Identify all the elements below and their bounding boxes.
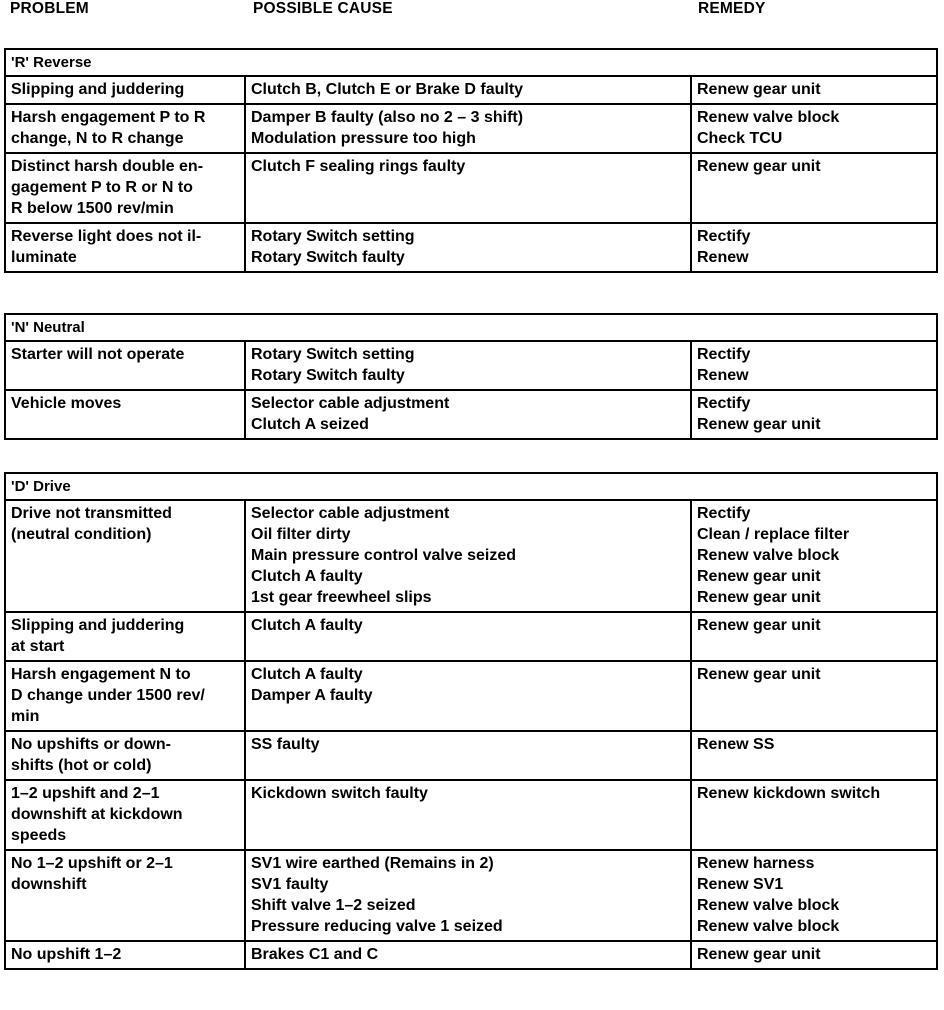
section-neutral-table [4, 313, 938, 440]
remedy-line: Renew gear unit [697, 946, 821, 963]
problem-cell [5, 76, 245, 104]
remedy-line: Clean / replace filter [697, 526, 850, 543]
remedy-cell [691, 500, 937, 612]
problem-cell [5, 104, 245, 153]
remedy-cell [691, 153, 937, 223]
problem-cell [5, 612, 245, 661]
cause-cell [245, 104, 691, 153]
table-row [5, 850, 937, 941]
remedy-line: Renew gear unit [697, 158, 821, 175]
problem-line: luminate [11, 249, 77, 266]
remedy-cell [691, 390, 937, 439]
remedy-line: Renew gear unit [697, 589, 821, 606]
problem-line: R below 1500 rev/min [11, 200, 174, 217]
problem-line: Slipping and juddering [11, 617, 185, 634]
cause-line: Damper A faulty [251, 687, 373, 704]
problem-line: (neutral condition) [11, 526, 152, 543]
cause-line: Clutch B, Clutch E or Brake D faulty [251, 81, 524, 98]
problem-line: No 1–2 upshift or 2–1 [11, 855, 173, 872]
section-title-row [5, 314, 937, 341]
remedy-cell [691, 104, 937, 153]
section-title: 'N' Neutral [5, 314, 937, 341]
section-title: 'R' Reverse [5, 49, 937, 76]
problem-line: 1–2 upshift and 2–1 [11, 785, 160, 802]
remedy-cell [691, 223, 937, 272]
remedy-cell [691, 850, 937, 941]
cause-cell [245, 780, 691, 850]
remedy-cell [691, 780, 937, 850]
cause-line: Rotary Switch setting [251, 346, 415, 363]
cause-line: Main pressure control valve seized [251, 547, 516, 564]
problem-line: Slipping and juddering [11, 81, 185, 98]
section-title-row [5, 473, 937, 500]
cause-cell [245, 661, 691, 731]
remedy-line: Renew valve block [697, 918, 840, 935]
remedy-cell [691, 612, 937, 661]
table-row [5, 341, 937, 390]
remedy-line: Renew valve block [697, 109, 840, 126]
cause-line: Oil filter dirty [251, 526, 351, 543]
problem-line: speeds [11, 827, 67, 844]
section-reverse-table [4, 48, 938, 273]
table-row [5, 612, 937, 661]
cause-cell [245, 390, 691, 439]
table-row [5, 223, 937, 272]
remedy-line: Rectify [697, 346, 751, 363]
remedy-line: Renew gear unit [697, 416, 821, 433]
problem-line: No upshift 1–2 [11, 946, 122, 963]
problem-line: No upshifts or down- [11, 736, 171, 753]
problem-cell [5, 941, 245, 969]
cause-line: Rotary Switch setting [251, 228, 415, 245]
problem-line: D change under 1500 rev/ [11, 687, 205, 704]
cause-line: Rotary Switch faulty [251, 249, 405, 266]
remedy-line: Renew SV1 [697, 876, 784, 893]
problem-line: Starter will not operate [11, 346, 185, 363]
problem-cell [5, 500, 245, 612]
cause-line: 1st gear freewheel slips [251, 589, 432, 606]
cause-cell [245, 850, 691, 941]
cause-line: Damper B faulty (also no 2 – 3 shift) [251, 109, 524, 126]
cause-line: SS faulty [251, 736, 320, 753]
remedy-line: Renew harness [697, 855, 815, 872]
problem-cell [5, 661, 245, 731]
remedy-line: Renew gear unit [697, 81, 821, 98]
remedy-line: Renew gear unit [697, 617, 821, 634]
remedy-line: Rectify [697, 505, 751, 522]
remedy-line: Renew SS [697, 736, 775, 753]
problem-cell [5, 223, 245, 272]
cause-cell [245, 500, 691, 612]
problem-cell [5, 780, 245, 850]
problem-line: gagement P to R or N to [11, 179, 193, 196]
problem-line: Harsh engagement P to R [11, 109, 206, 126]
problem-line: at start [11, 638, 65, 655]
cause-line: Kickdown switch faulty [251, 785, 428, 802]
problem-line: downshift at kickdown [11, 806, 183, 823]
problem-cell [5, 390, 245, 439]
table-row [5, 153, 937, 223]
cause-line: Clutch A faulty [251, 568, 363, 585]
cause-line: Clutch F sealing rings faulty [251, 158, 466, 175]
cause-cell [245, 612, 691, 661]
remedy-line: Renew gear unit [697, 666, 821, 683]
cause-line: Clutch A faulty [251, 617, 363, 634]
cause-line: Shift valve 1–2 seized [251, 897, 416, 914]
problem-line: Drive not transmitted [11, 505, 172, 522]
remedy-line: Renew valve block [697, 547, 840, 564]
remedy-cell [691, 731, 937, 780]
problem-line: shifts (hot or cold) [11, 757, 152, 774]
cause-line: Clutch A faulty [251, 666, 363, 683]
table-row [5, 390, 937, 439]
section-drive-table [4, 472, 938, 970]
remedy-cell [691, 76, 937, 104]
remedy-line: Rectify [697, 228, 751, 245]
cause-cell [245, 76, 691, 104]
problem-cell [5, 341, 245, 390]
problem-line: Harsh engagement N to [11, 666, 191, 683]
cause-line: Selector cable adjustment [251, 395, 450, 412]
remedy-cell [691, 661, 937, 731]
table-row [5, 661, 937, 731]
problem-line: Reverse light does not il- [11, 228, 202, 245]
cause-cell [245, 941, 691, 969]
table-row [5, 731, 937, 780]
header-problem: PROBLEM [10, 0, 89, 17]
cause-line: SV1 wire earthed (Remains in 2) [251, 855, 494, 872]
table-row [5, 76, 937, 104]
header-possible-cause: POSSIBLE CAUSE [253, 0, 393, 17]
header-remedy: REMEDY [698, 0, 766, 17]
table-row [5, 500, 937, 612]
remedy-line: Renew kickdown switch [697, 785, 881, 802]
cause-line: Rotary Switch faulty [251, 367, 405, 384]
problem-line: min [11, 708, 40, 725]
section-title-row [5, 49, 937, 76]
cause-line: Brakes C1 and C [251, 946, 379, 963]
section-title: 'D' Drive [5, 473, 937, 500]
cause-cell [245, 731, 691, 780]
cause-cell [245, 341, 691, 390]
table-row [5, 104, 937, 153]
remedy-cell [691, 341, 937, 390]
problem-line: downshift [11, 876, 87, 893]
problem-cell [5, 731, 245, 780]
cause-line: Selector cable adjustment [251, 505, 450, 522]
remedy-line: Renew valve block [697, 897, 840, 914]
cause-line: SV1 faulty [251, 876, 329, 893]
cause-cell [245, 153, 691, 223]
problem-line: change, N to R change [11, 130, 184, 147]
remedy-line: Check TCU [697, 130, 783, 147]
cause-cell [245, 223, 691, 272]
remedy-line: Renew gear unit [697, 568, 821, 585]
problem-cell [5, 850, 245, 941]
table-row [5, 780, 937, 850]
remedy-line: Renew [697, 367, 749, 384]
problem-cell [5, 153, 245, 223]
table-row [5, 941, 937, 969]
remedy-cell [691, 941, 937, 969]
remedy-line: Rectify [697, 395, 751, 412]
problem-line: Distinct harsh double en- [11, 158, 204, 175]
cause-line: Pressure reducing valve 1 seized [251, 918, 503, 935]
remedy-line: Renew [697, 249, 749, 266]
cause-line: Clutch A seized [251, 416, 369, 433]
cause-line: Modulation pressure too high [251, 130, 476, 147]
problem-line: Vehicle moves [11, 395, 122, 412]
